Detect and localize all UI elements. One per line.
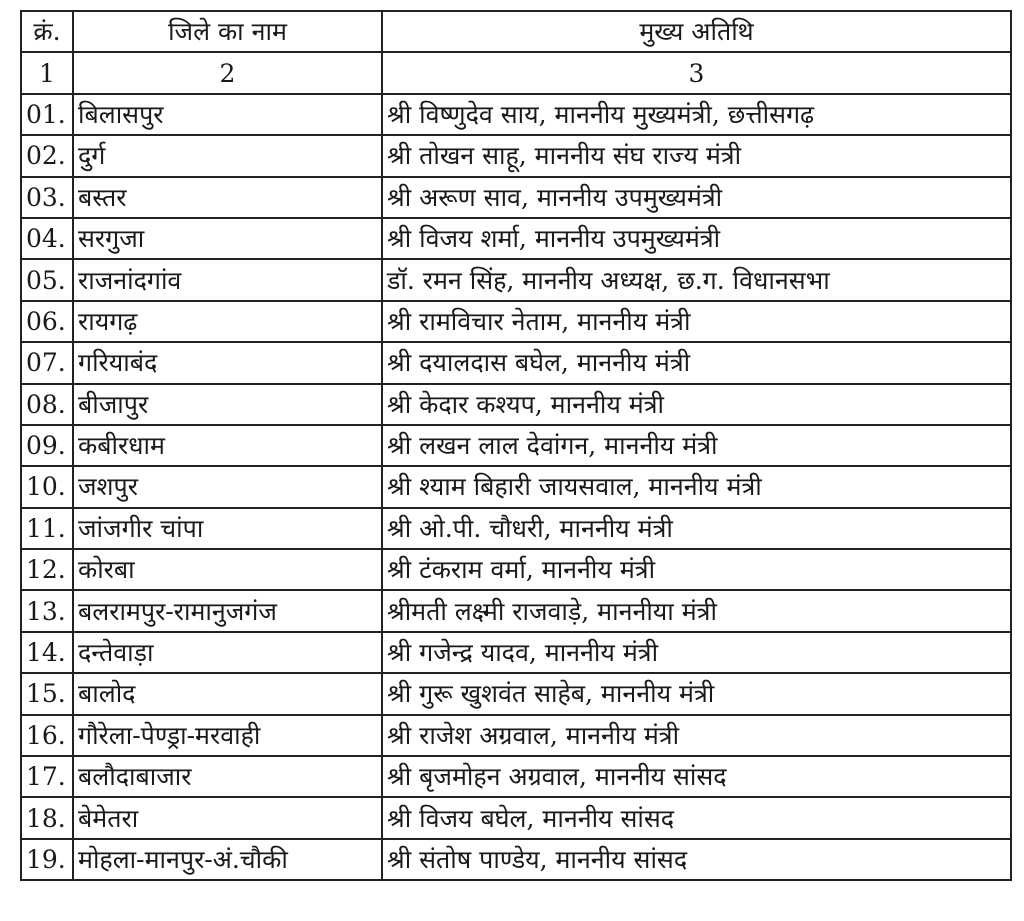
district-cell: बेमेतरा (73, 797, 382, 838)
district-cell: रायगढ़ (73, 301, 382, 342)
column-index-row (21, 52, 1011, 93)
table-row (21, 715, 1011, 756)
serial-cell: 05. (21, 259, 73, 300)
chief-guest-cell: श्री दयालदास बघेल, माननीय मंत्री (382, 342, 1011, 383)
serial-cell: 01. (21, 94, 73, 135)
table-row (21, 135, 1011, 176)
table-row (21, 508, 1011, 549)
table-row (21, 301, 1011, 342)
chief-guest-cell: श्री रामविचार नेताम, माननीय मंत्री (382, 301, 1011, 342)
chief-guest-cell: श्री केदार कश्यप, माननीय मंत्री (382, 384, 1011, 425)
index-cell: 3 (382, 52, 1011, 93)
district-cell: राजनांदगांव (73, 259, 382, 300)
table-row (21, 839, 1011, 880)
district-cell: कोरबा (73, 549, 382, 590)
serial-cell: 17. (21, 756, 73, 797)
table-row (21, 466, 1011, 507)
serial-cell: 10. (21, 466, 73, 507)
chief-guest-cell: श्री विष्णुदेव साय, माननीय मुख्यमंत्री, छत्तीसगढ़ (382, 94, 1011, 135)
chief-guest-cell: श्री संतोष पाण्डेय, माननीय सांसद (382, 839, 1011, 880)
index-cell: 2 (73, 52, 382, 93)
index-cell: 1 (21, 52, 73, 93)
chief-guest-cell: श्री विजय बघेल, माननीय सांसद (382, 797, 1011, 838)
serial-cell: 18. (21, 797, 73, 838)
chief-guest-cell: डॉ. रमन सिंह, माननीय अध्यक्ष, छ.ग. विधानसभा (382, 259, 1011, 300)
serial-cell: 06. (21, 301, 73, 342)
district-cell: बालोद (73, 673, 382, 714)
chief-guest-cell: श्री गुरू खुशवंत साहेब, माननीय मंत्री (382, 673, 1011, 714)
district-cell: दुर्ग (73, 135, 382, 176)
district-cell: जांजगीर चांपा (73, 508, 382, 549)
table-row (21, 259, 1011, 300)
table-row (21, 177, 1011, 218)
district-cell: कबीरधाम (73, 425, 382, 466)
table-row (21, 590, 1011, 631)
district-cell: मोहला-मानपुर-अं.चौकी (73, 839, 382, 880)
table-row (21, 632, 1011, 673)
district-cell: बीजापुर (73, 384, 382, 425)
serial-cell: 02. (21, 135, 73, 176)
serial-cell: 09. (21, 425, 73, 466)
serial-cell: 13. (21, 590, 73, 631)
district-cell: जशपुर (73, 466, 382, 507)
chief-guest-cell: श्री टंकराम वर्मा, माननीय मंत्री (382, 549, 1011, 590)
header-row (21, 11, 1011, 52)
chief-guest-cell: श्री गजेन्द्र यादव, माननीय मंत्री (382, 632, 1011, 673)
serial-cell: 11. (21, 508, 73, 549)
header-district: जिले का नाम (73, 11, 382, 52)
serial-cell: 15. (21, 673, 73, 714)
district-cell: गौरेला-पेण्ड्रा-मरवाही (73, 715, 382, 756)
table-row (21, 425, 1011, 466)
chief-guest-cell: श्री तोखन साहू, माननीय संघ राज्य मंत्री (382, 135, 1011, 176)
table-row (21, 94, 1011, 135)
district-cell: दन्तेवाड़ा (73, 632, 382, 673)
serial-cell: 12. (21, 549, 73, 590)
serial-cell: 16. (21, 715, 73, 756)
header-chief-guest: मुख्य अतिथि (382, 11, 1011, 52)
guest-table (20, 10, 1012, 881)
chief-guest-cell: श्रीमती लक्ष्मी राजवाड़े, माननीया मंत्री (382, 590, 1011, 631)
table-row (21, 797, 1011, 838)
chief-guest-cell: श्री राजेश अग्रवाल, माननीय मंत्री (382, 715, 1011, 756)
table-row (21, 549, 1011, 590)
chief-guest-cell: श्री लखन लाल देवांगन, माननीय मंत्री (382, 425, 1011, 466)
district-cell: गरियाबंद (73, 342, 382, 383)
table-row (21, 342, 1011, 383)
header-serial: क्रं. (21, 11, 73, 52)
serial-cell: 07. (21, 342, 73, 383)
table-row (21, 384, 1011, 425)
chief-guest-cell: श्री बृजमोहन अग्रवाल, माननीय सांसद (382, 756, 1011, 797)
district-cell: सरगुजा (73, 218, 382, 259)
district-cell: बलौदाबाजार (73, 756, 382, 797)
district-cell: बस्तर (73, 177, 382, 218)
serial-cell: 04. (21, 218, 73, 259)
district-cell: बलरामपुर-रामानुजगंज (73, 590, 382, 631)
serial-cell: 08. (21, 384, 73, 425)
district-cell: बिलासपुर (73, 94, 382, 135)
table-row (21, 756, 1011, 797)
table-row (21, 218, 1011, 259)
chief-guest-cell: श्री विजय शर्मा, माननीय उपमुख्यमंत्री (382, 218, 1011, 259)
serial-cell: 19. (21, 839, 73, 880)
chief-guest-cell: श्री अरूण साव, माननीय उपमुख्यमंत्री (382, 177, 1011, 218)
table-row (21, 673, 1011, 714)
serial-cell: 03. (21, 177, 73, 218)
serial-cell: 14. (21, 632, 73, 673)
chief-guest-cell: श्री ओ.पी. चौधरी, माननीय मंत्री (382, 508, 1011, 549)
chief-guest-cell: श्री श्याम बिहारी जायसवाल, माननीय मंत्री (382, 466, 1011, 507)
